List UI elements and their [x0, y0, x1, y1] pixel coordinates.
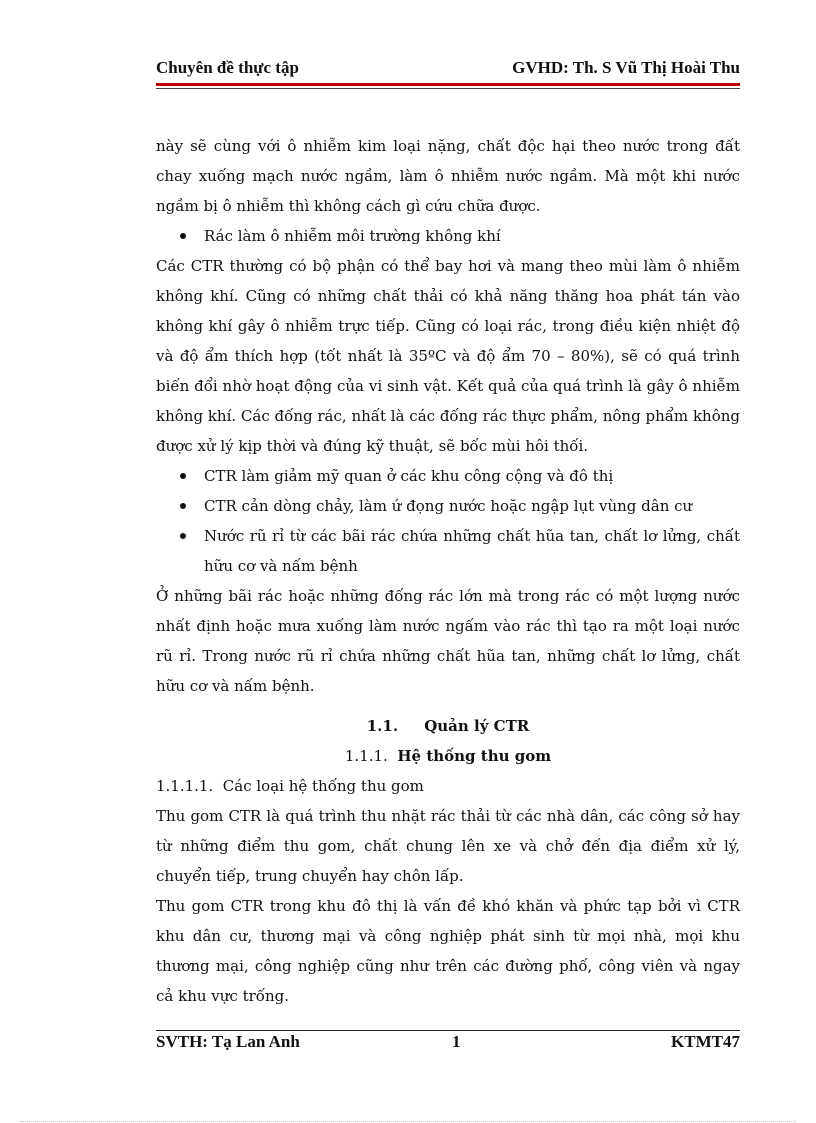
- footer-rule: [156, 1030, 740, 1031]
- bullet-icon: [180, 521, 204, 551]
- bullet-icon: [180, 461, 204, 491]
- bullet-item-1: [180, 221, 740, 251]
- page-footer: [156, 1032, 740, 1052]
- paragraph-1: này sẽ cùng với ô nhiễm kim loại nặng, chất độc hại theo nước trong đất chay xuống mạch nước ngầm, làm ô nhiễm nước ngầm. Mà một khi nước ngầm bị ô nhiễm thì không cách gì cứu chữa được.: [156, 137, 740, 215]
- bullet-text: CTR cản dòng chảy, làm ứ đọng nước hoặc ngập lụt vùng dân cư: [204, 497, 693, 515]
- header-advisor: GVHD: Th. S Vũ Thị Hoài Thu: [512, 58, 740, 77]
- paragraph-4: Thu gom CTR là quá trình thu nhặt rác thải từ các nhà dân, các công sở hay từ những điểm thu gom, chất chung lên xe và chở đến địa điểm xử lý, chuyển tiếp, trung chuyển hay chôn lấp.: [156, 807, 740, 885]
- header-rule-black: [156, 88, 740, 89]
- heading-2-text: Hệ thống thu gom: [397, 747, 552, 765]
- heading-3-number: 1.1.1.1.: [156, 777, 214, 795]
- page-header: [156, 58, 740, 78]
- bullet-text: Rác làm ô nhiễm môi trường không khí: [204, 227, 501, 245]
- heading-1-number: 1.1.: [366, 717, 399, 735]
- paragraph-3: Ở những bãi rác hoặc những đống rác lớn mà trong rác có một lượng nước nhất định hoặc mưa xuống làm nước ngấm vào rác thì tạo ra một loại nước rũ rỉ. Trong nước rũ rỉ chứa những chất hũa tan, những chất lơ lửng, chất hữu cơ và nấm bệnh.: [156, 587, 740, 695]
- heading-3: [156, 771, 740, 801]
- bullet-text: Nước rũ rỉ từ các bãi rác chứa những chất hũa tan, chất lơ lửng, chất hữu cơ và nấm bệnh: [204, 527, 740, 575]
- document-body: [156, 131, 740, 1011]
- header-title: Chuyên đề thực tập: [156, 58, 299, 77]
- heading-1: [156, 711, 740, 741]
- bullet-item-2: [180, 461, 740, 491]
- paragraph-2: Các CTR thường có bộ phận có thể bay hơi và mang theo mùi làm ô nhiễm không khí. Cũng có những chất thải có khả năng thăng hoa phát tán vào không khí gây ô nhiễm trực tiếp. Cũng có loại rác, trong điều kiện nhiệt độ và độ ẩm thích hợp (tốt nhất là 35ºC và độ ẩm 70 – 80%), sẽ có quá trình biến đổi nhờ hoạt động của vi sinh vật. Kết quả của quá trình là gây ô nhiễm không khí. Các đống rác, nhất là các đống rác thực phẩm, nông phẩm không được xử lý kịp thời và đúng kỹ thuật, sẽ bốc mùi hôi thối.: [156, 257, 740, 455]
- header-rule-red: [156, 83, 740, 86]
- bullet-item-4: [180, 521, 740, 581]
- heading-2: [156, 741, 740, 771]
- heading-3-text: Các loại hệ thống thu gom: [222, 777, 424, 795]
- paragraph-5: Thu gom CTR trong khu đô thị là vấn đề khó khăn và phức tạp bởi vì CTR khu dân cư, thương mại và công nghiệp phát sinh từ mọi nhà, mọi khu thương mại, công nghiệp cũng như trên các đường phố, công viên và ngay cả khu vực trống.: [156, 897, 740, 1005]
- page-bottom-border: [20, 1121, 796, 1122]
- heading-1-text: Quản lý CTR: [424, 717, 530, 735]
- bullet-text: CTR làm giảm mỹ quan ở các khu công cộng và đô thị: [204, 467, 614, 485]
- heading-2-number: 1.1.1.: [344, 747, 388, 765]
- bullet-icon: [180, 221, 204, 251]
- bullet-item-3: [180, 491, 740, 521]
- footer-student: SVTH: Tạ Lan Anh: [156, 1032, 300, 1051]
- footer-class: KTMT47: [671, 1032, 740, 1051]
- bullet-icon: [180, 491, 204, 521]
- page-number: 1: [452, 1032, 461, 1051]
